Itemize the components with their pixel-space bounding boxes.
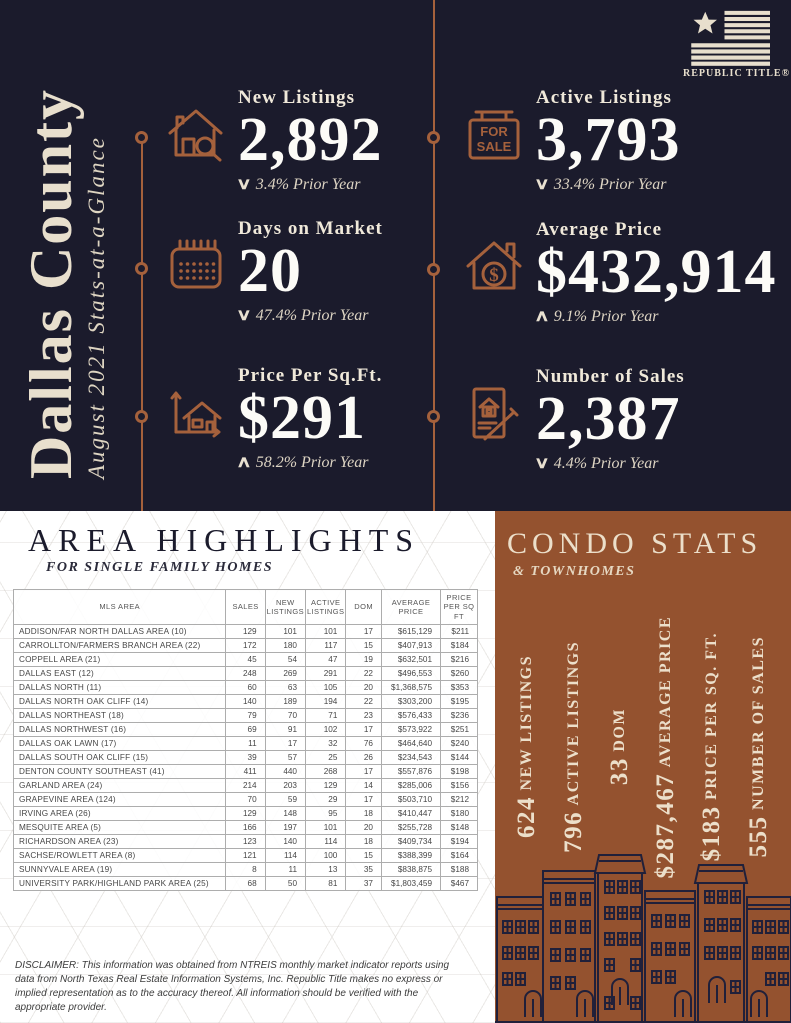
cell-average-price: $409,734 xyxy=(381,835,440,849)
timeline-node xyxy=(135,410,148,423)
cell-active-listings: 291 xyxy=(306,667,346,681)
cell-dom: 17 xyxy=(346,723,382,737)
column-header-dom: DOM xyxy=(346,590,382,625)
stat-value: $291 xyxy=(238,383,366,452)
table-row xyxy=(14,765,478,779)
cell-average-price: $407,913 xyxy=(381,639,440,653)
cell-dom: 35 xyxy=(346,863,382,877)
cell-dom: 20 xyxy=(346,681,382,695)
condo-stat-value: 796 xyxy=(559,810,587,853)
stat-active-listings xyxy=(476,87,791,194)
cell-dom: 17 xyxy=(346,625,382,639)
cell-active-listings: 32 xyxy=(306,737,346,751)
cell-price-per-sqft: $148 xyxy=(441,821,478,835)
cell-active-listings: 194 xyxy=(306,695,346,709)
page-title: Dallas County xyxy=(18,87,85,480)
condo-stat-item xyxy=(513,655,541,838)
cell-mls-area: DALLAS NORTHEAST (18) xyxy=(14,709,226,723)
logo-text: REPUBLIC TITLE® xyxy=(683,68,791,79)
cell-mls-area: DALLAS SOUTH OAK CLIFF (15) xyxy=(14,751,226,765)
cell-dom: 14 xyxy=(346,779,382,793)
trend-text: 47.4% Prior Year xyxy=(255,307,369,325)
cell-average-price: $503,710 xyxy=(381,793,440,807)
cell-price-per-sqft: $211 xyxy=(441,625,478,639)
condo-stat-item xyxy=(698,632,726,861)
cell-price-per-sqft: $156 xyxy=(441,779,478,793)
cell-price-per-sqft: $144 xyxy=(441,751,478,765)
cell-new-listings: 440 xyxy=(265,765,305,779)
cell-mls-area: SACHSE/ROWLETT AREA (8) xyxy=(14,849,226,863)
cell-mls-area: GRAPEVINE AREA (124) xyxy=(14,793,226,807)
stat-trend xyxy=(533,174,791,194)
table-row xyxy=(14,807,478,821)
cell-average-price: $557,876 xyxy=(381,765,440,779)
stat-trend xyxy=(235,305,538,325)
cell-sales: 68 xyxy=(226,877,265,891)
dollar-symbol: $ xyxy=(489,265,499,286)
condo-stat-item xyxy=(560,641,588,853)
vertical-title xyxy=(0,0,132,511)
condo-stat-item xyxy=(652,616,680,878)
stat-average-price xyxy=(489,219,791,326)
bottom-section xyxy=(0,511,791,1023)
table-row xyxy=(14,653,478,667)
cell-active-listings: 71 xyxy=(306,709,346,723)
cell-new-listings: 148 xyxy=(265,807,305,821)
sign-text-line2: SALE xyxy=(476,139,512,154)
cell-mls-area: ADDISON/FAR NORTH DALLAS AREA (10) xyxy=(14,625,226,639)
cell-average-price: $255,728 xyxy=(381,821,440,835)
cell-new-listings: 140 xyxy=(265,835,305,849)
area-highlights-title: AREA HIGHLIGHTS xyxy=(28,522,421,558)
page-subtitle: August 2021 Stats-at-a-Glance xyxy=(84,136,110,480)
cell-price-per-sqft: $260 xyxy=(441,667,478,681)
cell-average-price: $615,129 xyxy=(381,625,440,639)
cell-active-listings: 268 xyxy=(306,765,346,779)
table-row xyxy=(14,723,478,737)
cell-active-listings: 47 xyxy=(306,653,346,667)
condo-stat-value: 624 xyxy=(513,796,541,839)
cell-average-price: $234,543 xyxy=(381,751,440,765)
cell-mls-area: SUNNYVALE AREA (19) xyxy=(14,863,226,877)
trend-down-icon: ∨ xyxy=(533,455,550,473)
cell-mls-area: UNIVERSITY PARK/HIGHLAND PARK AREA (25) xyxy=(14,877,226,891)
cell-dom: 37 xyxy=(346,877,382,891)
cell-new-listings: 189 xyxy=(265,695,305,709)
cell-sales: 129 xyxy=(226,625,265,639)
cell-dom: 15 xyxy=(346,639,382,653)
cell-new-listings: 180 xyxy=(265,639,305,653)
cell-price-per-sqft: $236 xyxy=(441,709,478,723)
cell-sales: 70 xyxy=(226,793,265,807)
timeline-node xyxy=(135,131,148,144)
stat-value: 2,892 xyxy=(238,105,383,174)
cell-new-listings: 91 xyxy=(265,723,305,737)
cell-mls-area: MESQUITE AREA (5) xyxy=(14,821,226,835)
cell-price-per-sqft: $353 xyxy=(441,681,478,695)
house-search-icon xyxy=(164,102,228,166)
trend-text: 58.2% Prior Year xyxy=(255,454,369,472)
condo-stat-item xyxy=(745,636,773,857)
condo-stat-label: AVERAGE PRICE xyxy=(657,615,675,767)
flag-icon xyxy=(686,10,770,66)
cell-active-listings: 105 xyxy=(306,681,346,695)
cell-mls-area: DALLAS NORTHWEST (16) xyxy=(14,723,226,737)
cell-active-listings: 95 xyxy=(306,807,346,821)
stat-label: Average Price xyxy=(536,219,663,240)
cell-price-per-sqft: $188 xyxy=(441,863,478,877)
stat-label: Days on Market xyxy=(238,218,383,239)
cell-dom: 22 xyxy=(346,695,382,709)
mls-area-table xyxy=(13,589,478,891)
condo-stat-label: NUMBER OF SALES xyxy=(749,636,767,811)
table-row xyxy=(14,639,478,653)
table-row xyxy=(14,625,478,639)
cell-sales: 39 xyxy=(226,751,265,765)
condo-subtitle: & TOWNHOMES xyxy=(513,564,636,579)
cell-active-listings: 29 xyxy=(306,793,346,807)
cell-average-price: $632,501 xyxy=(381,653,440,667)
stat-value: 2,387 xyxy=(536,384,681,453)
condo-stats-list xyxy=(495,601,791,893)
cell-sales: 79 xyxy=(226,709,265,723)
cell-mls-area: COPPELL AREA (21) xyxy=(14,653,226,667)
area-highlights-subtitle: FOR SINGLE FAMILY HOMES xyxy=(46,560,274,575)
table-row xyxy=(14,737,478,751)
cell-price-per-sqft: $240 xyxy=(441,737,478,751)
stat-trend xyxy=(533,306,791,326)
trend-down-icon: ∨ xyxy=(235,307,252,325)
republic-title-logo xyxy=(683,10,791,79)
table-row xyxy=(14,695,478,709)
cell-mls-area: CARROLLTON/FARMERS BRANCH AREA (22) xyxy=(14,639,226,653)
house-dollar-icon xyxy=(462,234,526,298)
column-header-new-listings: NEW LISTINGS xyxy=(265,590,305,625)
column-header-sales: SALES xyxy=(226,590,265,625)
condo-stat-value: 33 xyxy=(605,757,633,786)
table-row xyxy=(14,863,478,877)
cell-sales: 121 xyxy=(226,849,265,863)
table-header-row xyxy=(14,590,478,625)
cell-sales: 172 xyxy=(226,639,265,653)
cell-mls-area: DALLAS NORTH (11) xyxy=(14,681,226,695)
cell-mls-area: DALLAS OAK LAWN (17) xyxy=(14,737,226,751)
cell-new-listings: 101 xyxy=(265,625,305,639)
cell-average-price: $496,553 xyxy=(381,667,440,681)
cell-price-per-sqft: $184 xyxy=(441,639,478,653)
cell-sales: 69 xyxy=(226,723,265,737)
table-row xyxy=(14,667,478,681)
condo-stat-value: $287,467 xyxy=(652,772,680,879)
cell-new-listings: 59 xyxy=(265,793,305,807)
for-sale-sign-icon xyxy=(462,102,526,166)
cell-dom: 17 xyxy=(346,765,382,779)
cell-sales: 60 xyxy=(226,681,265,695)
cell-sales: 411 xyxy=(226,765,265,779)
column-header-mls-area: MLS AREA xyxy=(14,590,226,625)
cell-new-listings: 197 xyxy=(265,821,305,835)
cell-average-price: $464,640 xyxy=(381,737,440,751)
cell-new-listings: 17 xyxy=(265,737,305,751)
stat-trend xyxy=(235,174,538,194)
trend-up-icon: ∧ xyxy=(533,308,550,326)
timeline-left xyxy=(141,138,143,511)
cell-active-listings: 25 xyxy=(306,751,346,765)
stat-number-of-sales xyxy=(533,366,791,473)
stat-value: 20 xyxy=(238,236,302,305)
cell-dom: 20 xyxy=(346,821,382,835)
condo-title: CONDO STATS xyxy=(507,527,763,560)
cell-sales: 214 xyxy=(226,779,265,793)
trend-up-icon: ∧ xyxy=(235,454,252,472)
trend-text: 9.1% Prior Year xyxy=(553,308,659,326)
cell-new-listings: 63 xyxy=(265,681,305,695)
table-row xyxy=(14,779,478,793)
table-row xyxy=(14,681,478,695)
cell-active-listings: 100 xyxy=(306,849,346,863)
condo-stats-panel xyxy=(495,511,791,1023)
cell-price-per-sqft: $212 xyxy=(441,793,478,807)
house-measure-icon xyxy=(164,380,228,444)
county-stats-panel xyxy=(0,0,791,511)
cell-new-listings: 11 xyxy=(265,863,305,877)
cell-dom: 15 xyxy=(346,849,382,863)
cell-average-price: $576,433 xyxy=(381,709,440,723)
cell-active-listings: 101 xyxy=(306,625,346,639)
cell-mls-area: DALLAS EAST (12) xyxy=(14,667,226,681)
cell-price-per-sqft: $198 xyxy=(441,765,478,779)
cell-dom: 19 xyxy=(346,653,382,667)
cell-mls-area: DALLAS NORTH OAK CLIFF (14) xyxy=(14,695,226,709)
condo-stat-value: $183 xyxy=(698,805,726,862)
condo-stat-item xyxy=(606,708,634,785)
cell-sales: 166 xyxy=(226,821,265,835)
cell-average-price: $303,200 xyxy=(381,695,440,709)
cell-price-per-sqft: $195 xyxy=(441,695,478,709)
column-header-price-per-sqft: PRICE PER SQ FT xyxy=(441,590,478,625)
condo-stat-label: ACTIVE LISTINGS xyxy=(564,641,582,806)
cell-new-listings: 114 xyxy=(265,849,305,863)
trend-down-icon: ∨ xyxy=(533,176,550,194)
cell-dom: 17 xyxy=(346,793,382,807)
table-row xyxy=(14,835,478,849)
cell-mls-area: IRVING AREA (26) xyxy=(14,807,226,821)
table-row xyxy=(14,821,478,835)
trend-text: 3.4% Prior Year xyxy=(255,176,361,194)
cell-dom: 18 xyxy=(346,807,382,821)
condo-stat-value: 555 xyxy=(744,815,772,858)
table-row xyxy=(14,709,478,723)
trend-down-icon: ∨ xyxy=(235,176,252,194)
cell-average-price: $410,447 xyxy=(381,807,440,821)
trend-text: 33.4% Prior Year xyxy=(553,176,667,194)
condo-stat-label: PRICE PER SQ. FT. xyxy=(703,632,721,801)
cell-mls-area: GARLAND AREA (24) xyxy=(14,779,226,793)
cell-average-price: $1,368,575 xyxy=(381,681,440,695)
stat-label: Active Listings xyxy=(536,87,672,108)
cell-average-price: $1,803,459 xyxy=(381,877,440,891)
column-header-active-listings: ACTIVE LISTINGS xyxy=(306,590,346,625)
table-row xyxy=(14,751,478,765)
cell-new-listings: 269 xyxy=(265,667,305,681)
stat-trend xyxy=(235,452,538,472)
stat-label: New Listings xyxy=(238,87,356,108)
cell-average-price: $838,875 xyxy=(381,863,440,877)
cell-new-listings: 203 xyxy=(265,779,305,793)
cell-active-listings: 81 xyxy=(306,877,346,891)
trend-text: 4.4% Prior Year xyxy=(553,455,659,473)
column-header-average-price: AVERAGE PRICE xyxy=(381,590,440,625)
cell-dom: 23 xyxy=(346,709,382,723)
stat-trend xyxy=(533,453,791,473)
cell-price-per-sqft: $164 xyxy=(441,849,478,863)
table-row xyxy=(14,793,478,807)
townhomes-illustration-icon xyxy=(495,851,791,1023)
cell-mls-area: DENTON COUNTY SOUTHEAST (41) xyxy=(14,765,226,779)
cell-active-listings: 129 xyxy=(306,779,346,793)
cell-dom: 76 xyxy=(346,737,382,751)
calendar-icon xyxy=(164,233,228,297)
cell-dom: 18 xyxy=(346,835,382,849)
cell-new-listings: 54 xyxy=(265,653,305,667)
cell-active-listings: 13 xyxy=(306,863,346,877)
cell-price-per-sqft: $251 xyxy=(441,723,478,737)
cell-price-per-sqft: $216 xyxy=(441,653,478,667)
cell-new-listings: 57 xyxy=(265,751,305,765)
timeline-node xyxy=(135,262,148,275)
condo-stat-label: NEW LISTINGS xyxy=(518,655,536,792)
cell-sales: 8 xyxy=(226,863,265,877)
cell-average-price: $573,922 xyxy=(381,723,440,737)
sign-text-line1: FOR xyxy=(480,124,508,139)
cell-sales: 248 xyxy=(226,667,265,681)
cell-new-listings: 70 xyxy=(265,709,305,723)
cell-sales: 45 xyxy=(226,653,265,667)
cell-mls-area: RICHARDSON AREA (23) xyxy=(14,835,226,849)
stat-value: $432,914 xyxy=(536,237,777,306)
stat-label: Number of Sales xyxy=(536,366,685,387)
cell-sales: 123 xyxy=(226,835,265,849)
cell-active-listings: 117 xyxy=(306,639,346,653)
cell-sales: 11 xyxy=(226,737,265,751)
cell-sales: 129 xyxy=(226,807,265,821)
cell-new-listings: 50 xyxy=(265,877,305,891)
table-row xyxy=(14,877,478,891)
condo-stat-label: DOM xyxy=(610,708,628,753)
cell-price-per-sqft: $194 xyxy=(441,835,478,849)
cell-average-price: $388,399 xyxy=(381,849,440,863)
stat-label: Price Per Sq.Ft. xyxy=(238,365,383,386)
cell-price-per-sqft: $467 xyxy=(441,877,478,891)
cell-dom: 26 xyxy=(346,751,382,765)
cell-dom: 22 xyxy=(346,667,382,681)
cell-average-price: $285,006 xyxy=(381,779,440,793)
cell-active-listings: 102 xyxy=(306,723,346,737)
cell-active-listings: 101 xyxy=(306,821,346,835)
stat-value: 3,793 xyxy=(536,105,681,174)
disclaimer-text: DISCLAIMER: This information was obtained from NTREIS monthly market indicator reports using data from North Texas Real Estate Information Systems, Inc. Republic Title makes no express or implied representation as to the accuracy thereof. All information should be verified with the appropriate provider. xyxy=(15,960,450,1013)
contract-icon xyxy=(462,381,526,445)
cell-price-per-sqft: $180 xyxy=(441,807,478,821)
table-row xyxy=(14,849,478,863)
cell-sales: 140 xyxy=(226,695,265,709)
cell-active-listings: 114 xyxy=(306,835,346,849)
